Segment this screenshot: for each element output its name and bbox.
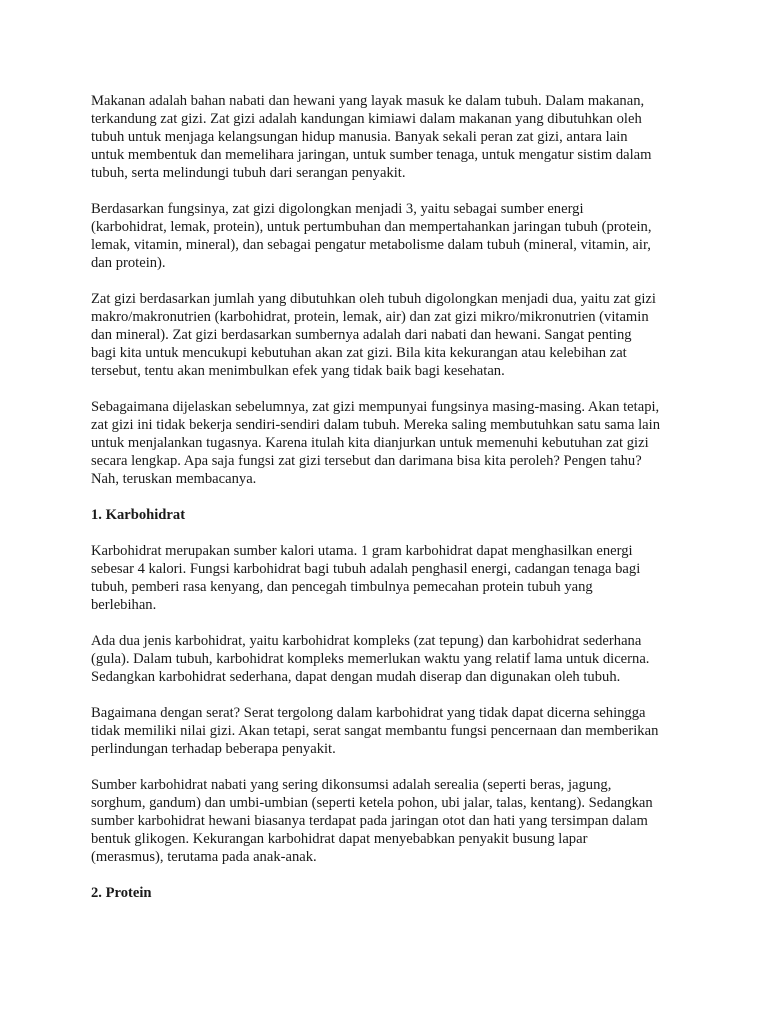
text-line: Zat gizi berdasarkan jumlah yang dibutuhkan oleh tubuh digolongkan menjadi dua, yaitu zat gizi [91, 291, 656, 307]
section-heading-protein: 2. Protein [91, 885, 152, 901]
text-line: tidak memiliki nilai gizi. Akan tetapi, serat sangat membantu fungsi pencernaan dan memberikan [91, 723, 659, 739]
text-line: (karbohidrat, lemak, protein), untuk pertumbuhan dan mempertahankan jaringan tubuh (protein, [91, 219, 652, 235]
text-line: Ada dua jenis karbohidrat, yaitu karbohidrat kompleks (zat tepung) dan karbohidrat sederhana [91, 633, 642, 649]
text-line: untuk membentuk dan memelihara jaringan, untuk sumber tenaga, untuk mengatur sistim dalam [91, 147, 652, 163]
paragraph-classification-function [91, 200, 691, 272]
text-line: tubuh untuk menjaga kelangsungan hidup manusia. Banyak sekali peran zat gizi, antara lain [91, 129, 628, 145]
paragraph-intro [91, 92, 691, 182]
text-line: Bagaimana dengan serat? Serat tergolong dalam karbohidrat yang tidak dapat dicerna sehingga [91, 705, 646, 721]
text-line: Sebagaimana dijelaskan sebelumnya, zat gizi mempunyai fungsinya masing-masing. Akan tetapi, [91, 399, 660, 415]
text-line: dan mineral). Zat gizi berdasarkan sumbernya adalah dari nabati dan hewani. Sangat penting [91, 327, 632, 343]
text-line: bagi kita untuk mencukupi kebutuhan akan zat gizi. Bila kita kekurangan atau kelebihan zat [91, 345, 627, 361]
text-line: tubuh, serta melindungi tubuh dari serangan penyakit. [91, 165, 406, 181]
paragraph-karbohidrat-types [91, 632, 691, 686]
text-line: dan protein). [91, 255, 166, 271]
text-line: sebesar 4 kalori. Fungsi karbohidrat bagi tubuh adalah penghasil energi, cadangan tenaga bagi [91, 561, 641, 577]
text-line: secara lengkap. Apa saja fungsi zat gizi tersebut dan darimana bisa kita peroleh? Pengen tahu? [91, 453, 642, 469]
text-line: Makanan adalah bahan nabati dan hewani yang layak masuk ke dalam tubuh. Dalam makanan, [91, 93, 645, 109]
text-line: zat gizi ini tidak bekerja sendiri-sendiri dalam tubuh. Mereka saling membutuhkan satu sama lain [91, 417, 660, 433]
text-line: Karbohidrat merupakan sumber kalori utama. 1 gram karbohidrat dapat menghasilkan energi [91, 543, 633, 559]
document-page [91, 92, 691, 920]
text-line: sumber karbohidrat hewani biasanya terdapat pada jaringan otot dan hati yang tersimpan dalam [91, 813, 648, 829]
text-line: lemak, vitamin, mineral), dan sebagai pengatur metabolisme dalam tubuh (mineral, vitamin, air, [91, 237, 651, 253]
text-line: berlebihan. [91, 597, 157, 613]
text-line: untuk menjalankan tugasnya. Karena itulah kita dianjurkan untuk memenuhi kebutuhan zat gizi [91, 435, 649, 451]
text-line: tubuh, pemberi rasa kenyang, dan pencegah timbulnya pemecahan protein tubuh yang [91, 579, 593, 595]
text-line: tersebut, tentu akan menimbulkan efek yang tidak baik bagi kesehatan. [91, 363, 505, 379]
text-line: makro/makronutrien (karbohidrat, protein, lemak, air) dan zat gizi mikro/mikronutrien (vitamin [91, 309, 649, 325]
section-heading-karbohidrat: 1. Karbohidrat [91, 507, 186, 523]
text-line: perlindungan terhadap beberapa penyakit. [91, 741, 336, 757]
text-line: Berdasarkan fungsinya, zat gizi digolongkan menjadi 3, yaitu sebagai sumber energi [91, 201, 584, 217]
paragraph-classification-amount [91, 290, 691, 380]
text-line: (gula). Dalam tubuh, karbohidrat kompleks memerlukan waktu yang relatif lama untuk dicerna. [91, 651, 650, 667]
text-line: bentuk glikogen. Kekurangan karbohidrat dapat menyebabkan penyakit busung lapar [91, 831, 588, 847]
text-line: Nah, teruskan membacanya. [91, 471, 257, 487]
text-line: terkandung zat gizi. Zat gizi adalah kandungan kimiawi dalam makanan yang dibutuhkan oleh [91, 111, 642, 127]
text-line: sorghum, gandum) dan umbi-umbian (seperti ketela pohon, ubi jalar, talas, kentang). Sedangkan [91, 795, 653, 811]
text-line: Sumber karbohidrat nabati yang sering dikonsumsi adalah serealia (seperti beras, jagung, [91, 777, 612, 793]
paragraph-functions-overview [91, 398, 691, 488]
text-line: Sedangkan karbohidrat sederhana, dapat dengan mudah diserap dan digunakan oleh tubuh. [91, 669, 621, 685]
paragraph-karbohidrat-sources [91, 776, 691, 866]
text-line: (merasmus), terutama pada anak-anak. [91, 849, 317, 865]
paragraph-karbohidrat-definition [91, 542, 691, 614]
paragraph-karbohidrat-fiber [91, 704, 691, 758]
